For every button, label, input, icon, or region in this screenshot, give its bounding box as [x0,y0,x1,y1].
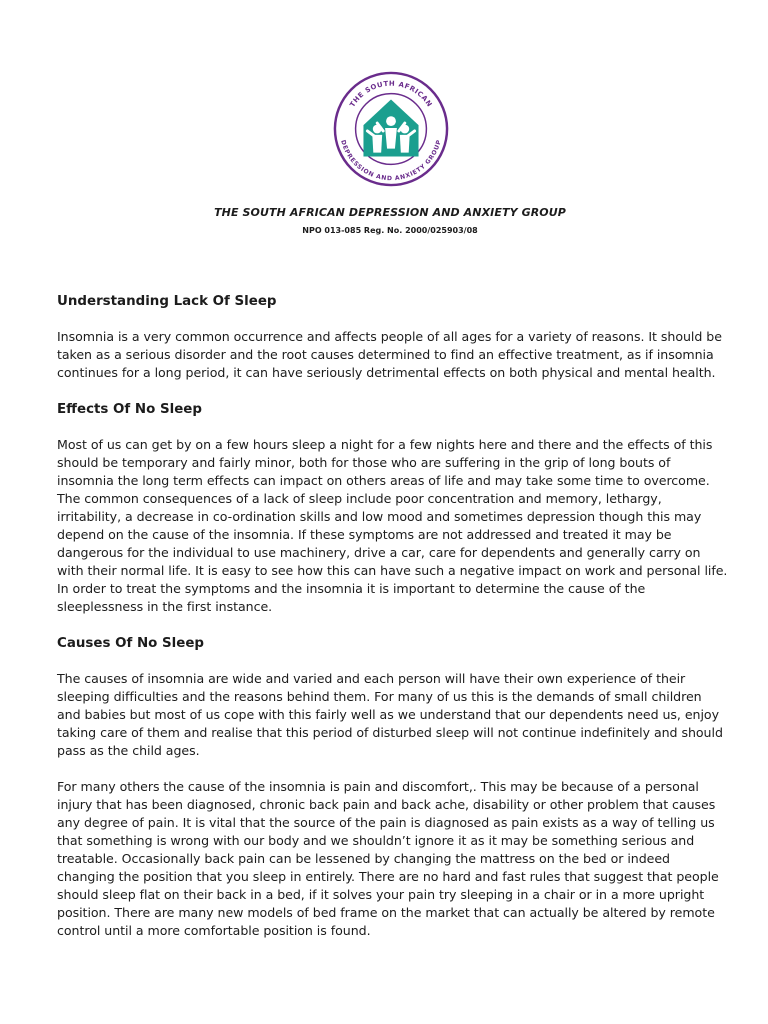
section-heading-causes: Causes Of No Sleep [57,636,205,651]
logo-text-bottom: DEPRESSION AND ANXIETY GROUP [339,139,443,183]
logo-text-top: THE SOUTH AFRICAN [348,79,434,109]
section-paragraph: Most of us can get by on a few hours sleep a night for a few nights here and there and the effects of this should be temporary and fairly minor, both for those who are suffering in the grip of long bouts of insomnia the long term effects can impact on others areas of life and may take some time to overcome. The common consequences of a lack of sleep include poor concentration and memory, lethargy, irritability, a decrease in co-ordination skills and low mood and sometimes depression though this may depend on the cause of the insomnia. If these symptoms are not addressed and treated it may be dangerous for the individual to use machinery, drive a car, care for dependents and generally carry on with their normal life. It is easy to see how this can have such a negative impact on work and personal life. In order to treat the symptoms and the insomnia it is important to determine the cause of the sleeplessness in the first instance. [57,437,728,614]
registration-number: NPO 013-085 Reg. No. 2000/025903/08 [302,226,478,235]
document-body [57,292,729,940]
section-paragraph: The causes of insomnia are wide and varied and each person will have their own experience of their sleeping difficulties and the reasons behind them. For many of us this is the demands of small children and babies but most of us cope with this fairly well as we understand that our dependents need us, enjoy taking care of them and realise that this period of disturbed sleep will not continue indefinitely and should pass as the child ages. [57,671,723,758]
sadag-logo [332,70,450,188]
organization-name: THE SOUTH AFRICAN DEPRESSION AND ANXIETY GROUP [214,206,566,219]
section-heading-understanding: Understanding Lack Of Sleep [57,294,277,309]
section-paragraph: Insomnia is a very common occurrence and affects people of all ages for a variety of reasons. It should be taken as a serious disorder and the root causes determined to find an effective treatment, as if insomnia continues for a long period, it can have seriously detrimental effects on both physical and mental health. [57,329,722,380]
section-paragraph: For many others the cause of the insomnia is pain and discomfort,. This may be because of a personal injury that has been diagnosed, chronic back pain and back ache, disability or other problem that causes any degree of pain. It is vital that the source of the pain is diagnosed as pain exists as a way of telling us that something is wrong with our body and we shouldn’t ignore it as it may be something serious and treatable. Occasionally back pain can be lessened by changing the mattress on the bed or indeed changing the position that you sleep in entirely. There are no hard and fast rules that suggest that people should sleep flat on their back in a bed, if it solves your pain try sleeping in a chair or in a more upright position. There are many new models of bed frame on the market that can actually be altered by remote control until a more comfortable position is found. [57,779,719,938]
section-heading-effects: Effects Of No Sleep [57,402,202,417]
